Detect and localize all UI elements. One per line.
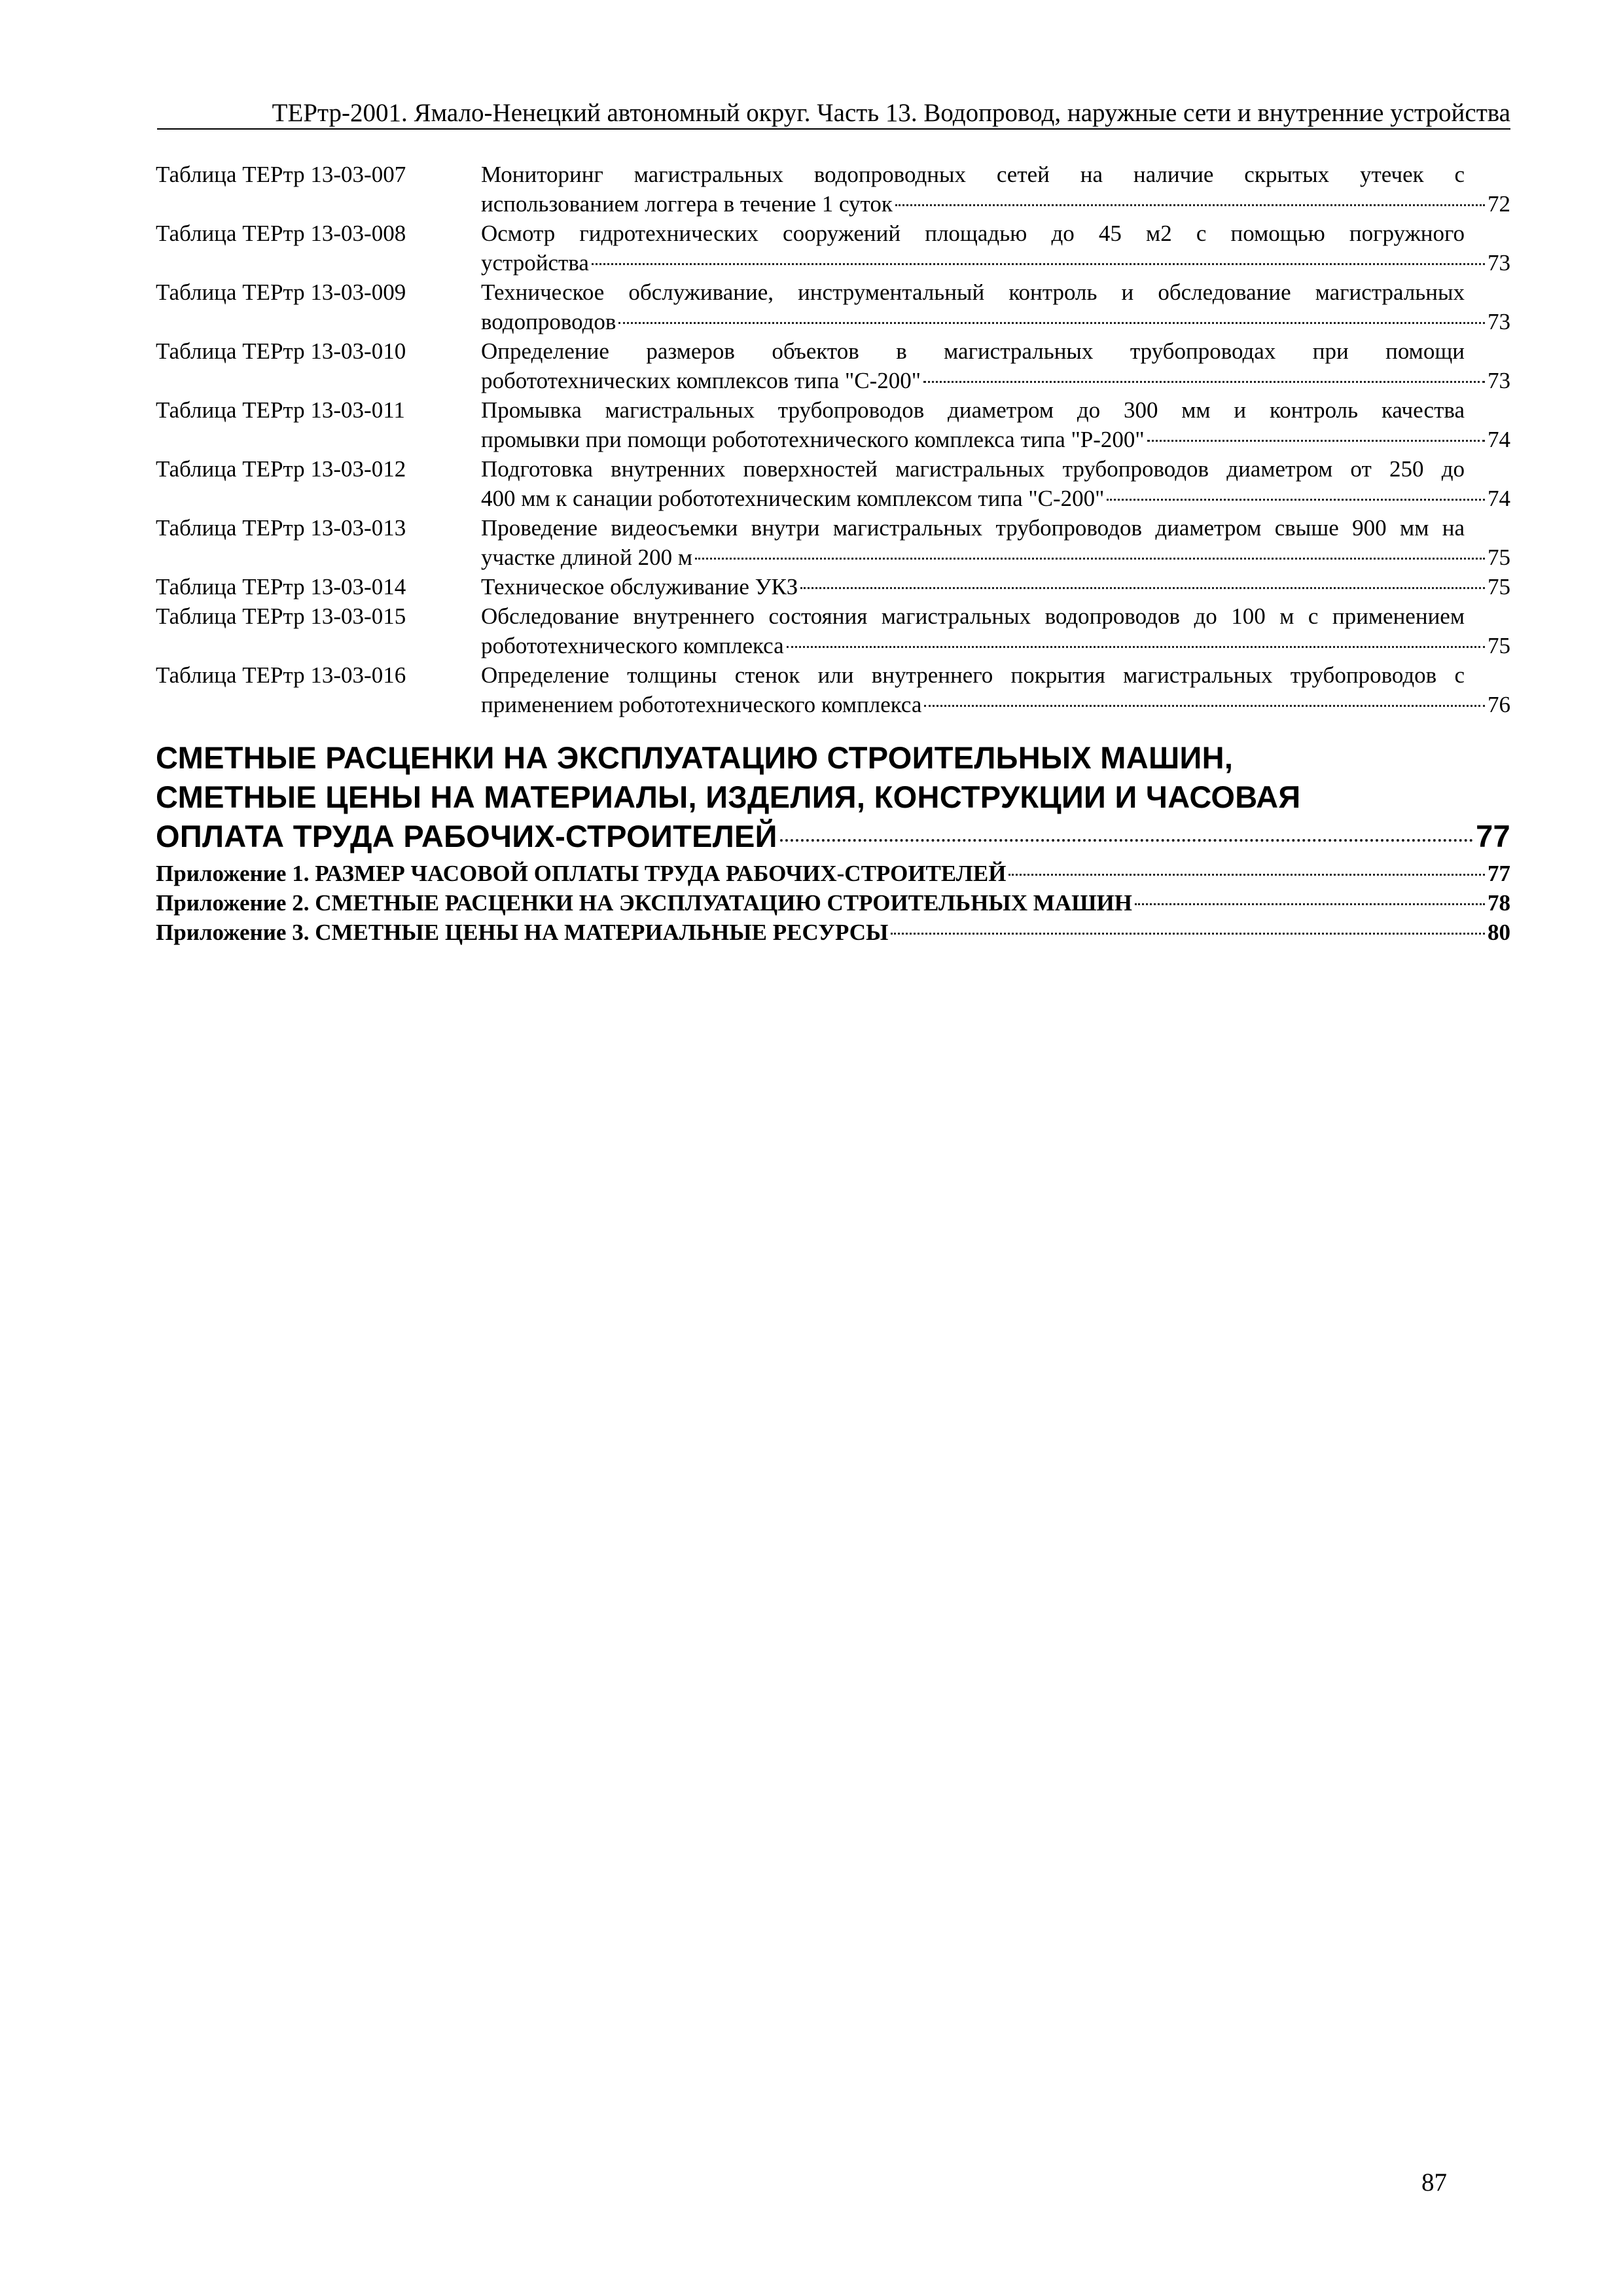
toc-entry-page: 75: [1488, 633, 1510, 658]
toc-entry-page: 73: [1488, 368, 1510, 393]
toc-entry-title-cont: использованием логгера в течение 1 суток: [481, 191, 893, 217]
dot-leader: [1147, 439, 1485, 442]
toc-entry-code: Таблица ТЕРтр 13-03-009: [156, 279, 406, 305]
dot-leader: [695, 557, 1485, 560]
toc-entry-title-cont: робототехнических комплексов типа "С-200": [481, 368, 921, 393]
toc-entry[interactable]: [156, 219, 1510, 278]
toc-entry-page: 73: [1488, 309, 1510, 334]
toc-entry[interactable]: [156, 513, 1510, 572]
toc-entry-title: Мониторинг магистральных водопроводных сетей на наличие скрытых утечек с: [481, 162, 1465, 187]
toc-entry-code: Таблица ТЕРтр 13-03-015: [156, 603, 406, 629]
section-heading-line: СМЕТНЫЕ ЦЕНЫ НА МАТЕРИАЛЫ, ИЗДЕЛИЯ, КОНСТРУКЦИИ И ЧАСОВАЯ: [156, 780, 1301, 814]
appendix-page: 77: [1488, 861, 1510, 886]
appendix-entry[interactable]: [156, 918, 1510, 947]
appendix-title: Приложение 1. РАЗМЕР ЧАСОВОЙ ОПЛАТЫ ТРУДА РАБОЧИХ-СТРОИТЕЛЕЙ: [156, 861, 1007, 886]
dot-leader: [895, 204, 1485, 206]
toc-entry-title-cont: 400 мм к санации робототехническим комплексом типа "С-200": [481, 486, 1105, 511]
toc-entry-title-cont: применением робототехнического комплекса: [481, 692, 922, 717]
toc-entry-code: Таблица ТЕРтр 13-03-011: [156, 397, 405, 423]
toc-entry-code: Таблица ТЕРтр 13-03-008: [156, 221, 406, 246]
toc-entry-title-cont: участке длиной 200 м: [481, 545, 692, 570]
section-heading-line: ОПЛАТА ТРУДА РАБОЧИХ-СТРОИТЕЛЕЙ: [156, 819, 777, 853]
toc-entry-page: 75: [1488, 574, 1510, 600]
toc-entry[interactable]: [156, 454, 1510, 513]
toc-entry-page: 75: [1488, 545, 1510, 570]
dot-leader: [618, 321, 1485, 324]
dot-leader: [891, 932, 1485, 935]
toc-entry-title: Подготовка внутренних поверхностей магистральных трубопроводов диаметром от 250 до: [481, 456, 1465, 482]
appendix-title: Приложение 2. СМЕТНЫЕ РАСЦЕНКИ НА ЭКСПЛУАТАЦИЮ СТРОИТЕЛЬНЫХ МАШИН: [156, 890, 1132, 916]
appendix-entry[interactable]: [156, 888, 1510, 918]
toc-entry-title-cont: промывки при помощи робототехнического комплекса типа "Р-200": [481, 427, 1145, 452]
toc-entry[interactable]: [156, 572, 1510, 601]
table-of-contents: [156, 160, 1510, 719]
toc-entry[interactable]: [156, 395, 1510, 454]
dot-leader: [1107, 498, 1485, 501]
toc-entry-title: Обследование внутреннего состояния магистральных водопроводов до 100 м с применением: [481, 603, 1465, 629]
toc-entry-title: Промывка магистральных трубопроводов диаметром до 300 мм и контроль качества: [481, 397, 1465, 423]
dot-leader: [1008, 873, 1485, 876]
dot-leader: [1135, 903, 1485, 905]
dot-leader: [924, 704, 1485, 707]
section-heading-line: СМЕТНЫЕ РАСЦЕНКИ НА ЭКСПЛУАТАЦИЮ СТРОИТЕЛЬНЫХ МАШИН,: [156, 740, 1234, 775]
appendix-page: 80: [1488, 920, 1510, 945]
dot-leader: [780, 838, 1473, 842]
section-page: 77: [1476, 819, 1510, 853]
appendix-title: Приложение 3. СМЕТНЫЕ ЦЕНЫ НА МАТЕРИАЛЬНЫЕ РЕСУРСЫ: [156, 920, 889, 945]
toc-entry-page: 72: [1488, 191, 1510, 217]
toc-entry-page: 73: [1488, 250, 1510, 276]
appendix-entry[interactable]: [156, 859, 1510, 888]
dot-leader: [787, 645, 1485, 648]
toc-entry-title: Осмотр гидротехнических сооружений площадью до 45 м2 с помощью погружного: [481, 221, 1465, 246]
appendix-list: [156, 859, 1510, 947]
toc-entry[interactable]: [156, 278, 1510, 336]
toc-entry[interactable]: [156, 601, 1510, 660]
toc-entry-title: Техническое обслуживание, инструментальный контроль и обследование магистральных: [481, 279, 1465, 305]
toc-entry-title-cont: робототехнического комплекса: [481, 633, 784, 658]
toc-entry-page: 74: [1488, 486, 1510, 511]
toc-entry-code: Таблица ТЕРтр 13-03-010: [156, 338, 406, 364]
toc-entry-code: Таблица ТЕРтр 13-03-013: [156, 515, 406, 541]
toc-entry-title: Определение размеров объектов в магистральных трубопроводах при помощи: [481, 338, 1465, 364]
toc-entry-title: Техническое обслуживание УКЗ: [481, 574, 798, 600]
dot-leader: [923, 380, 1485, 383]
dot-leader: [800, 586, 1485, 589]
toc-entry-code: Таблица ТЕРтр 13-03-012: [156, 456, 406, 482]
toc-entry-code: Таблица ТЕРтр 13-03-016: [156, 662, 406, 688]
dot-leader: [592, 262, 1485, 265]
toc-entry[interactable]: [156, 160, 1510, 219]
toc-entry[interactable]: [156, 336, 1510, 395]
toc-entry-code: Таблица ТЕРтр 13-03-014: [156, 574, 406, 600]
page-number: 87: [1421, 2168, 1447, 2197]
toc-entry-title: Определение толщины стенок или внутреннего покрытия магистральных трубопроводов с: [481, 662, 1465, 688]
toc-entry-code: Таблица ТЕРтр 13-03-007: [156, 162, 406, 187]
toc-entry-title-cont: устройства: [481, 250, 589, 276]
toc-entry-title-cont: водопроводов: [481, 309, 616, 334]
toc-entry-page: 76: [1488, 692, 1510, 717]
toc-section-heading[interactable]: [156, 738, 1510, 856]
toc-entry[interactable]: [156, 660, 1510, 719]
running-header: ТЕРтр-2001. Ямало-Ненецкий автономный округ. Часть 13. Водопровод, наружные сети и внутренние устройства: [157, 98, 1510, 130]
toc-entry-title: Проведение видеосъемки внутри магистральных трубопроводов диаметром свыше 900 мм на: [481, 515, 1465, 541]
appendix-page: 78: [1488, 890, 1510, 916]
toc-entry-page: 74: [1488, 427, 1510, 452]
